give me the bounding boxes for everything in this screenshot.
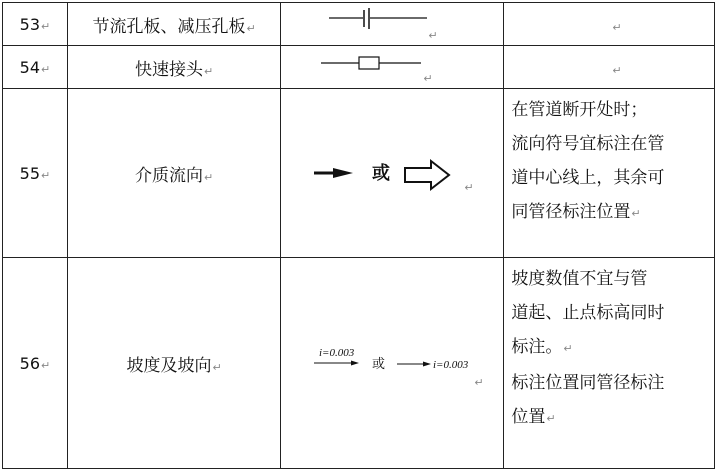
name-cell (67, 258, 281, 469)
paragraph-mark: ↵ (563, 342, 573, 355)
paragraph-mark: ↵ (246, 21, 256, 35)
row-number: 56 (19, 353, 41, 373)
symbol-cell (281, 89, 504, 258)
row-number-cell (3, 3, 68, 46)
paragraph-mark: ↵ (212, 360, 222, 374)
row-name: 快速接头 (135, 59, 204, 80)
table-row (3, 3, 715, 46)
paragraph-mark: ↵ (41, 62, 51, 76)
name-cell (67, 3, 281, 46)
row-name: 节流孔板、减压孔板 (92, 16, 246, 37)
note-line: 坡度数值不宜与管 (511, 269, 648, 289)
slope-label: i=0.003 (319, 347, 355, 359)
paragraph-mark: ↵ (464, 181, 474, 194)
note-line: 道中心线上，其余可 (511, 168, 665, 188)
table-row (3, 46, 715, 89)
note-cell (504, 3, 715, 46)
note-text: 位置 (511, 407, 546, 427)
row-number: 54 (19, 57, 41, 77)
paragraph-mark: ↵ (204, 64, 214, 78)
paragraph-mark: ↵ (423, 72, 433, 85)
symbol-table (2, 2, 715, 469)
row-number-cell (3, 258, 68, 469)
paragraph-mark: ↵ (41, 358, 51, 372)
table-row (3, 89, 715, 258)
symbol-cell (281, 46, 504, 89)
row-number-cell (3, 46, 68, 89)
paragraph-mark: ↵ (612, 64, 622, 77)
paragraph-mark: ↵ (612, 21, 622, 34)
table-row (3, 258, 715, 469)
note-line: 流向符号宜标注在管 (511, 134, 665, 154)
note-text: 同管径标注位置 (511, 202, 631, 222)
note-cell (504, 258, 715, 469)
flow-direction-symbol (281, 89, 503, 257)
paragraph-mark: ↵ (631, 207, 641, 220)
row-number-cell (3, 89, 68, 258)
row-number: 55 (19, 163, 41, 183)
quick-coupling-symbol (281, 46, 503, 88)
paragraph-mark: ↵ (204, 170, 214, 184)
row-name: 介质流向 (135, 165, 204, 186)
name-cell (67, 46, 281, 89)
paragraph-mark: ↵ (41, 19, 51, 33)
paragraph-mark: ↵ (428, 29, 438, 42)
note-line (511, 195, 708, 231)
paragraph-mark: ↵ (474, 376, 484, 389)
note-cell (504, 46, 715, 89)
slope-symbol (281, 258, 503, 468)
symbol-cell (281, 3, 504, 46)
paragraph-mark: ↵ (41, 168, 51, 182)
note-line: 道起、止点标高同时 (511, 303, 665, 323)
note-cell (504, 89, 715, 258)
note-line (511, 400, 708, 436)
slope-label: i=0.003 (433, 359, 469, 371)
note-text: 标注。 (511, 337, 563, 357)
row-name: 坡度及坡向 (126, 355, 212, 376)
note-line (511, 330, 708, 366)
row-number: 53 (19, 14, 41, 34)
or-text: 或 (372, 357, 386, 372)
note-line: 标注位置同管径标注 (511, 373, 665, 393)
orifice-plate-symbol (281, 3, 503, 45)
note-line: 在管道断开处时； (511, 100, 648, 120)
symbol-cell (281, 258, 504, 469)
or-text: 或 (372, 163, 391, 184)
paragraph-mark: ↵ (546, 412, 556, 425)
name-cell (67, 89, 281, 258)
